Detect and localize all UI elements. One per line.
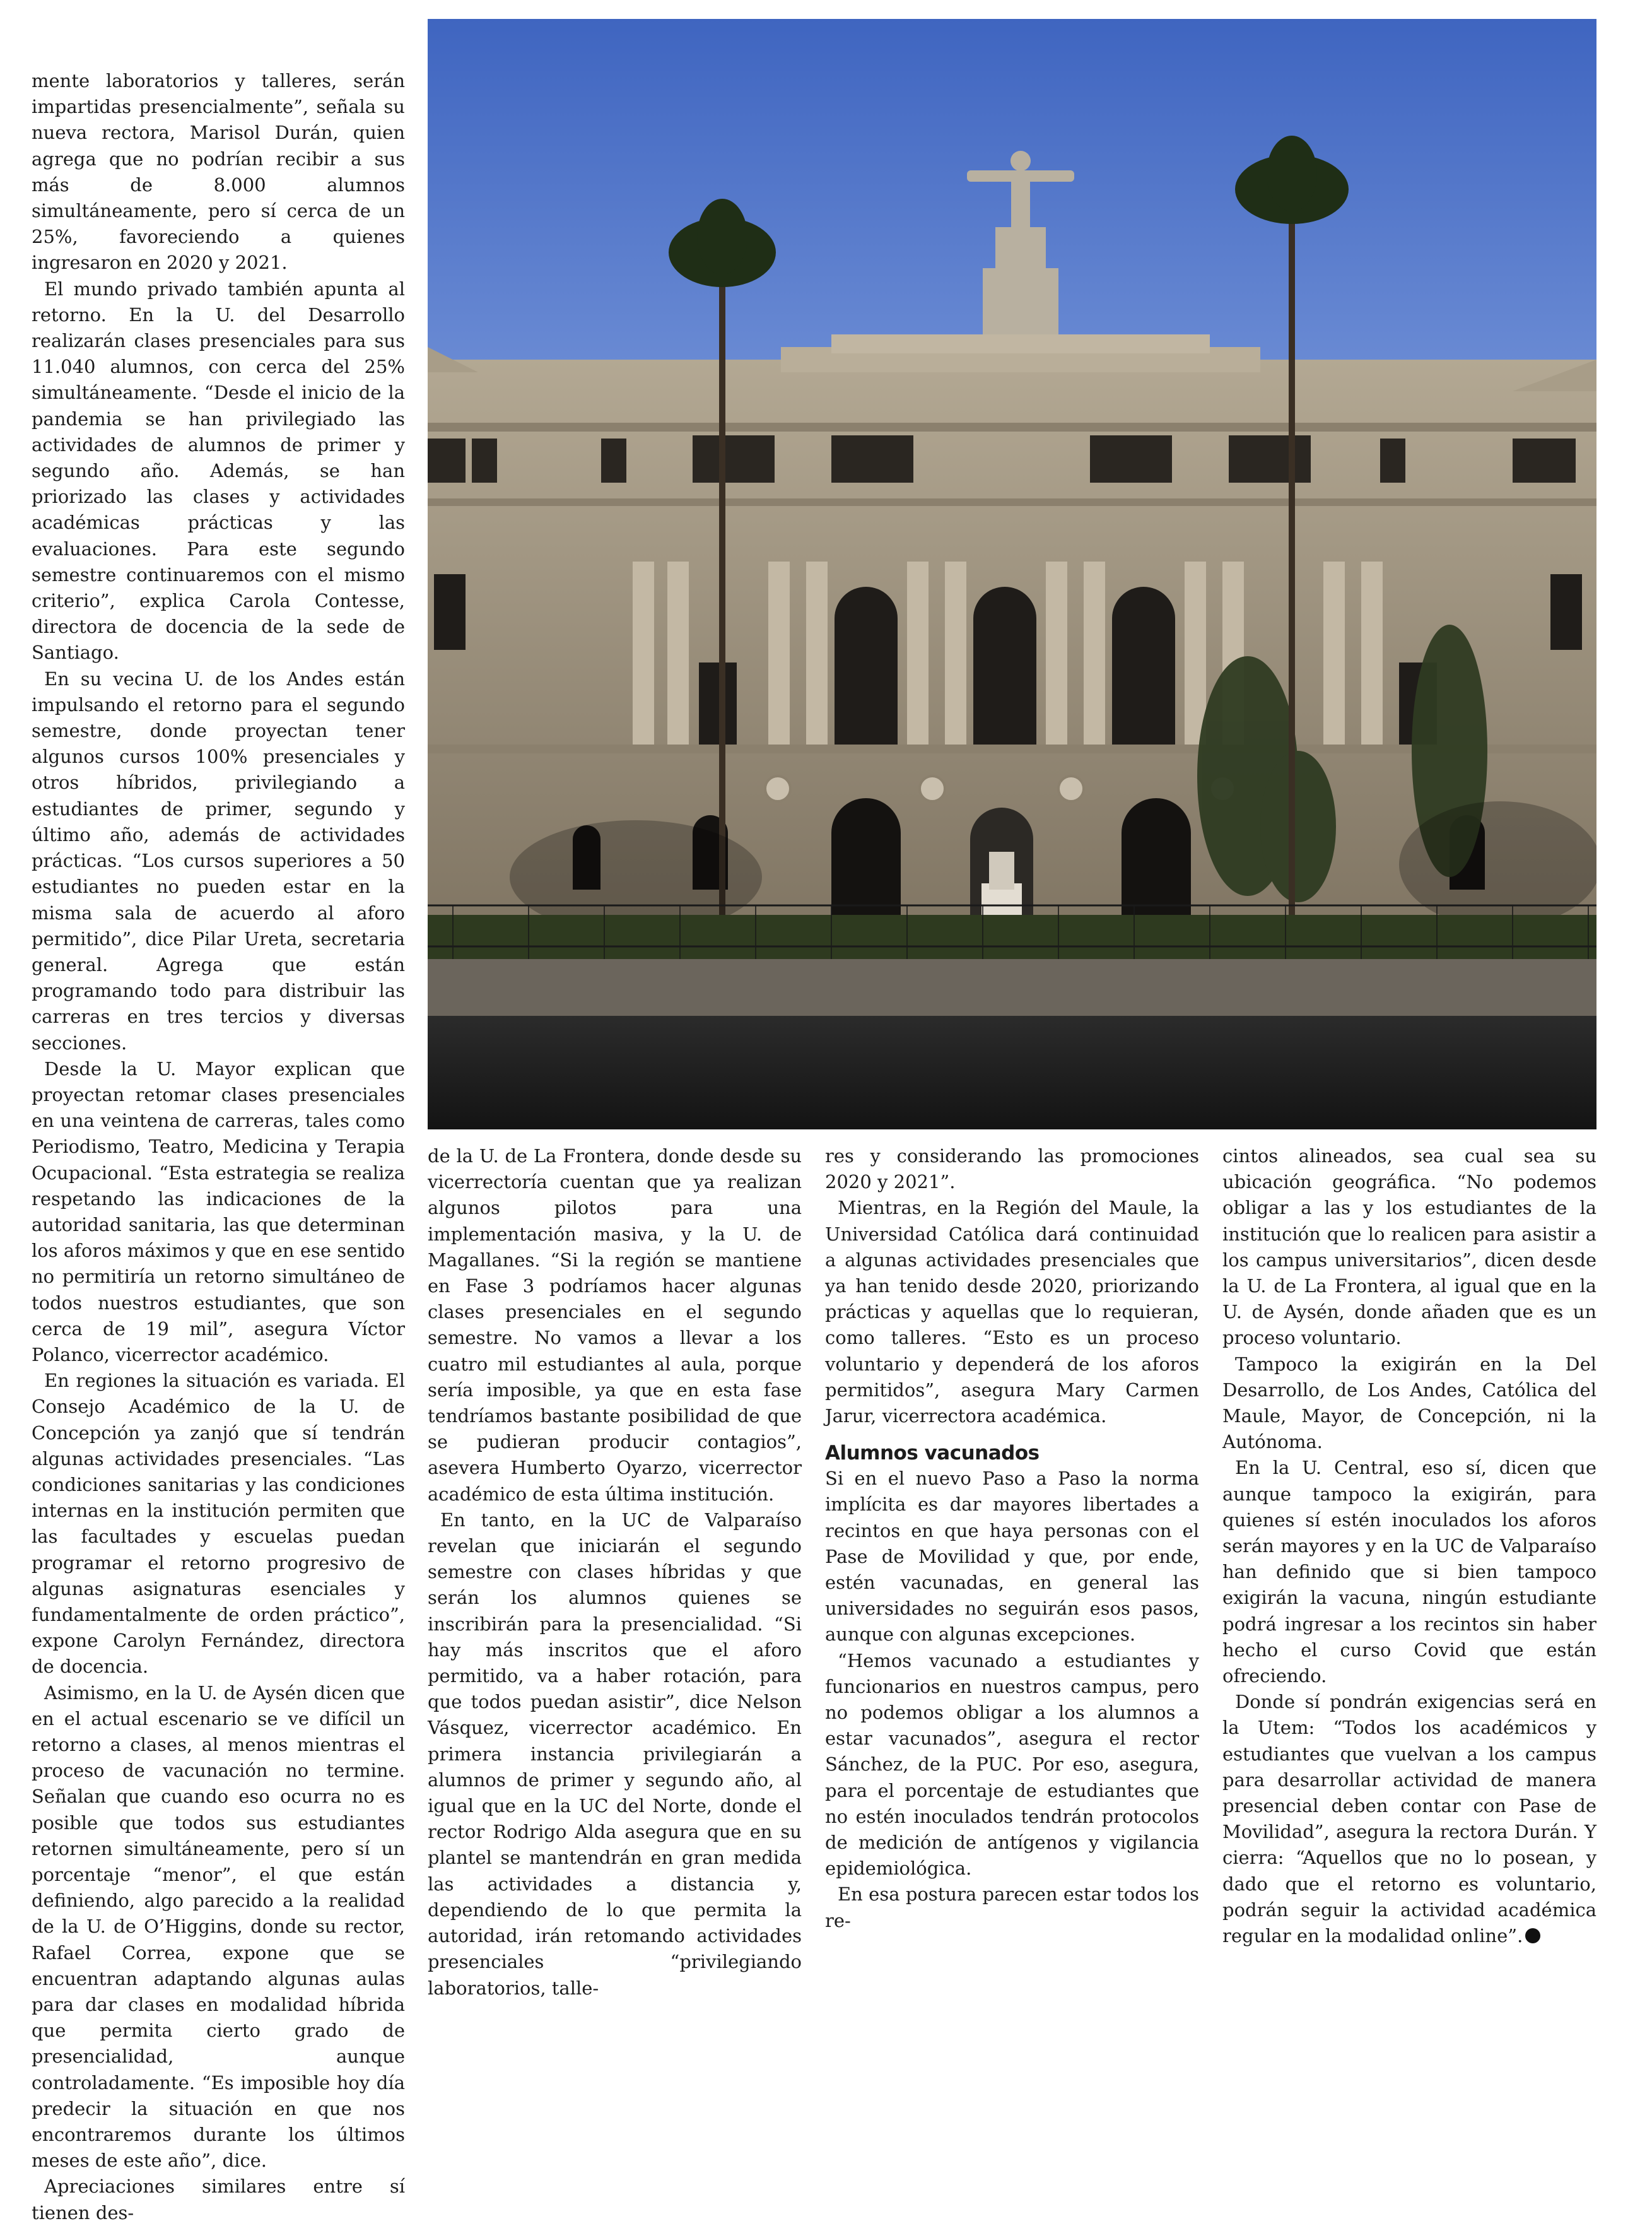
paragraph: En tanto, en la UC de Valparaíso revelan que iniciarán el segundo semestre con clases híbridas y que serán los alumnos quienes se inscribirán para la presencialidad. “Si hay más inscritos que el aforo permitido, va a haber rotación, para que todos puedan asistir”, dice Nelson Vásquez, vicerrector académico. En primera instancia privilegiarán a alumnos de primer y segundo año, al igual que en la UC del Norte, donde el rector Rodrigo Alda asegura que en su plantel se mantendrán en gran medida las actividades a distancia y, dependiendo de lo que permita la autoridad, irán retomando actividades presenciales “privilegiando laboratorios, talle- xyxy=(428,1509,802,1999)
paragraph: Asimismo, en la U. de Aysén dicen que en el actual escenario se ve difícil un retorno a clases, al menos mientras el proceso de vacunación no termine. Señalan que cuando eso ocurra no es posible que todos sus estudiantes retornen simultáneamente, pero sí un porcentaje “menor”, el que están definiendo, algo parecido a la realidad de la U. de O’Higgins, donde su rector, Rafael Correa, expone que se encuentran adaptando algunas aulas para dar clases en modalidad híbrida que permita cierto grado de presencialidad, aunque controladamente. “Es imposible hoy día predecir la situación en que nos encontraremos durante los últimos meses de este año”, dice. xyxy=(32,1681,405,2172)
paragraph: Apreciaciones similares entre sí tienen des- xyxy=(32,2176,405,2223)
paragraph: Desde la U. Mayor explican que proyectan retomar clases presenciales en una veintena de carreras, tales como Periodismo, Teatro, Medicina y Terapia Ocupacional. “Esta estrategia se realiza respetando las indicaciones de la autoridad sanitaria, las que determinan los aforos máximos y que en ese sentido no permitiría un retorno simultáneo de todos nuestros estudiantes, que son cerca de 19 mil”, asegura Víctor Polanco, vicerrector académico. xyxy=(32,1057,405,1365)
paragraph: cintos alineados, sea cual sea su ubicación geográfica. “No podemos obligar a las y los estudiantes de la institución que lo realicen para asistir a los campus universitarios”, dicen desde la U. de La Frontera, al igual que en la U. de Aysén, donde añaden que es un proceso voluntario. xyxy=(1222,1145,1596,1349)
end-of-article-icon xyxy=(1525,1928,1540,1943)
paragraph: En esa postura parecen estar todos los re- xyxy=(825,1883,1199,1931)
article-column-1 xyxy=(32,68,405,2226)
building-illustration xyxy=(428,19,1596,1129)
closing-paragraph-text: Donde sí pondrán exigencias será en la Utem: “Todos los académicos y estudiantes que vuelvan a los campus para desarrollar actividad de manera presencial deben contar con Pase de Movilidad”, asegura la rectora Durán. Y cierra: “Aquellos que no lo posean, y dado que el retorno es voluntario, podrán seguir la actividad académica regular en la modalidad online”. xyxy=(1222,1691,1596,1947)
paragraph: mente laboratorios y talleres, serán impartidas presencialmente”, señala su nueva rectora, Marisol Durán, quien agrega que no podrían recibir a sus más de 8.000 alumnos simultáneamente, pero sí cerca de un 25%, favoreciendo a quienes ingresaron en 2020 y 2021. xyxy=(32,70,405,274)
university-building-photo xyxy=(428,19,1596,1129)
paragraph: Mientras, en la Región del Maule, la Universidad Católica dará continuidad a algunas actividades presenciales que ya han tenido desde 2020, priorizando prácticas y aquellas que lo requieran, como talleres. “Esto es un proceso voluntario y dependerá de los aforos permitidos”, asegura Mary Carmen Jarur, vicerrectora académica. xyxy=(825,1197,1199,1427)
paragraph: Tampoco la exigirán en la Del Desarrollo, de Los Andes, Católica del Maule, Mayor, de Concepción, ni la Autónoma. xyxy=(1222,1353,1596,1453)
paragraph: El mundo privado también apunta al retorno. En la U. del Desarrollo realizarán clases presenciales para sus 11.040 alumnos, con cerca del 25% simultáneamente. “Desde el inicio de la pandemia se han privilegiado las actividades de alumnos de primer y segundo año. Además, se han priorizado las clases y actividades académicas prácticas y las evaluaciones. Para este segundo semestre continuaremos con el mismo criterio”, explica Carola Contesse, directora de docencia de la sede de Santiago. xyxy=(32,278,405,664)
paragraph: En regiones la situación es variada. El Consejo Académico de la U. de Concepción ya zanjó que sí tendrán algunas actividades presenciales. “Las condiciones sanitarias y las condiciones internas en la institución permiten que las facultades y escuelas puedan programar el retorno progresivo de algunas asignaturas esenciales y fundamentalmente de orden práctico”, expone Carolyn Fernández, directora de docencia. xyxy=(32,1370,405,1678)
paragraph: En la U. Central, eso sí, dicen que aunque tampoco la exigirán, para quienes sí estén inoculados los aforos serán mayores y en la UC de Valparaíso han definido que si bien tampoco exigirán la vacuna, ningún estudiante podrá ingresar a los recintos sin haber hecho el curso Covid que están ofreciendo. xyxy=(1222,1457,1596,1687)
paragraph: de la U. de La Frontera, donde desde su vicerrectoría cuentan que ya realizan algunos pilotos para una implementación masiva, y la U. de Magallanes. “Si la región se mantiene en Fase 3 podríamos hacer algunas clases presenciales en el segundo semestre. No vamos a llevar a los cuatro mil estudiantes al aula, porque sería imposible, ya que en esta fase tendríamos bastante posibilidad de que se pudieran producir contagios”, asevera Humberto Oyarzo, vicerrector académico de esta última institución. xyxy=(428,1145,802,1505)
paragraph: res y considerando las promociones 2020 y 2021”. xyxy=(825,1145,1199,1193)
article-column-2 xyxy=(428,1143,802,2001)
paragraph xyxy=(1222,1689,1596,1949)
subheading: Alumnos vacunados xyxy=(825,1442,1040,1465)
article-column-4 xyxy=(1222,1143,1596,1949)
paragraph: Si en el nuevo Paso a Paso la norma implícita es dar mayores libertades a recintos en que haya personas con el Pase de Movilidad y que, por ende, estén vacunadas, en general las universidades no seguirán esos pasos, aunque con algunas excepciones. xyxy=(825,1468,1199,1646)
paragraph: En su vecina U. de los Andes están impulsando el retorno para el segundo semestre, donde proyectan tener algunos cursos 100% presenciales y otros híbridos, privilegiando a estudiantes de primer, segundo y último año, además de actividades prácticas. “Los cursos superiores a 50 estudiantes no pueden estar en la misma sala de acuerdo al aforo permitido”, dice Pilar Ureta, secretaria general. Agrega que están programando todo para distribuir las carreras en tres tercios y diversas secciones. xyxy=(32,668,405,1054)
paragraph: “Hemos vacunado a estudiantes y funcionarios en nuestros campus, pero no podemos obligar a los alumnos a estar vacunados”, asegura el rector Sánchez, de la PUC. Por eso, asegura, para el porcentaje de estudiantes que no estén inoculados tendrán protocolos de medición de antígenos y vigilancia epidemiológica. xyxy=(825,1649,1199,1880)
article-column-3 xyxy=(825,1143,1199,1934)
